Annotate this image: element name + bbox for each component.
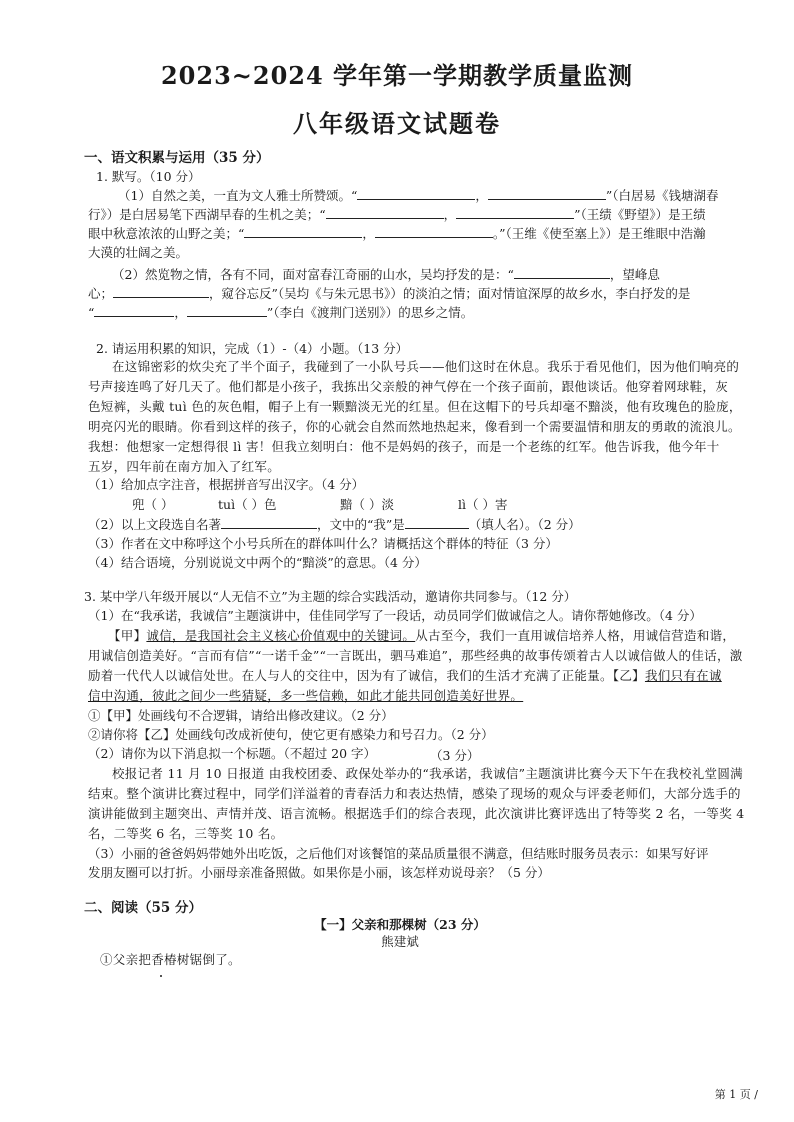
q3-label: 3. 某中学八年级开展以“人无信不立”为主题的综合实践活动，邀请你共同参与。（12 分） [84,589,577,604]
pinyin-item: 黯（ ）淡 [340,497,394,512]
q3-sub2-points: （3 分） [430,748,480,763]
news-line: 结束。整个演讲比赛过程中，同学们洋溢着的青春活力和表达热情，感染了现场的观众与评委老师们，大部分选手的 [88,786,741,801]
article-author: 熊建斌 [381,934,419,949]
q1-line7: “ ， ”（李白《渡荆门送别》）的思乡之情。 [88,305,474,320]
q3-text-line: 信中沟通，彼此之间少一些猜疑，多一些信赖，如此才能共同创造美好世界。 [88,688,524,703]
answer-blank[interactable] [187,304,267,317]
q3-question-2: ②请你将【乙】处画线句改成祈使句，使它更有感染力和号召力。（2 分） [88,727,494,742]
q1-line5: （2）然览物之情，各有不同，面对富春江奇丽的山水，吴均抒发的是：“ ，望峰息 [112,267,660,282]
answer-blank[interactable] [244,225,362,238]
answer-blank[interactable] [221,516,317,529]
q3-text-line: 【甲】诚信，是我国社会主义核心价值观中的关键词。从古至今，我们一直用诚信培养人格，用诚信营造和谐， [108,628,736,643]
q1-line3: 眼中秋意浓浓的山野之美；“ ， 。”（王维《使至塞上》）是王维眼中浩瀚 [88,226,706,241]
q1-label: 1. 默写。（10 分） [96,169,201,184]
q2-sub2: （2）以上文段选自名著 ，文中的“我”是 （填人名）。（2 分） [88,517,581,532]
q3-text-line: 励着一代代人以诚信处世。在人与人的交往中，因为有了诚信，我们的生活才充满了正能量。【乙】我们只有在诚 [88,668,722,683]
q2-passage-line: 我想：他想家一定想得很 lì 害！但我立刻明白：他不是妈妈的孩子，而是一个老练的红军。他告诉我，他今年十 [88,439,720,454]
answer-blank[interactable] [357,187,475,200]
q2-sub4: （4）结合语境，分别说说文中两个的“黯淡”的意思。（4 分） [88,555,427,570]
answer-blank[interactable] [326,206,444,219]
q2-label: 2. 请运用积累的知识，完成（1）-（4）小题。（13 分） [96,341,409,356]
underlined-sentence-jia: 诚信，是我国社会主义核心价值观中的关键词。 [146,628,416,643]
underlined-sentence-yi: 我们只有在诚 [644,668,722,683]
q2-sub3: （3）作者在文中称呼这个小号兵所在的群体叫什么？请概括这个群体的特征（3 分） [88,536,558,551]
answer-blank[interactable] [405,516,469,529]
q1-line1: （1）自然之美，一直为文人雅士所赞颂。“ ， ”（白居易《钱塘湖春 [118,188,719,203]
q3-text-line: 用诚信创造美好。“言而有信”“一诺千金”“一言既出，驷马难追”，那些经典的故事传颂着古人以诚信做人的佳话，激 [88,648,743,663]
q1-line2: 行》）是白居易笔下西湖早春的生机之美；“ ， ”（王绩《野望》）是王绩 [88,207,706,222]
article-title: 【一】父亲和那棵树（23 分） [314,917,486,932]
q3-sub3-line2: 发朋友圈可以打折。小丽母亲准备照做。如果你是小丽，该怎样劝说母亲？（5 分） [88,865,550,880]
q2-passage-line: 明亮闪光的眼睛。你看到这样的孩子，你的心就会自然而然地热起来，像看到一个需要温情和朋友的勇敢的流浪儿。 [88,419,741,434]
page-number: 第 1 页 / [714,1088,758,1101]
q3-sub1: （1）在“我承诺，我诚信”主题演讲中，佳佳同学写了一段话，动员同学们做诚信之人。请你帮她修改。（4 分） [88,608,702,623]
q1-line4: 大漠的壮阔之美。 [88,245,189,260]
q2-passage-line: 号声接连鸣了好几天了。他们都是小孩子，我拣出父亲般的神气停在一个孩子面前，跟他谈话。他穿着网球鞋，灰 [88,379,729,394]
answer-blank[interactable] [488,187,606,200]
article-first-line: ①父亲把香椿树锯倒了。 [100,952,241,967]
q3-sub2: （2）请你为以下消息拟一个标题。（不超过 20 字） [88,746,377,761]
answer-blank[interactable] [94,304,174,317]
q2-passage-line: 在这锦密彩的炊尖充了半个面子，我碰到了一小队号兵——他们这时在休息。我乐于看见他们，因为他们响亮的 [112,359,740,374]
answer-blank[interactable] [456,206,574,219]
answer-blank[interactable] [514,266,610,279]
q2-passage-line: 色短裤，头戴 tuì 色的灰色帽，帽子上有一颗黯淡无光的红星。但在这帽下的号兵却毫不黯淡，他有玫瑰色的脸庞， [88,399,742,414]
answer-blank[interactable] [113,285,209,298]
q2-sub1: （1）给加点字注音，根据拼音写出汉字。（4 分） [88,477,365,492]
q2-passage-line: 五岁，四年前在南方加入了红军。 [88,459,281,474]
news-line: 名，二等奖 6 名，三等奖 10 名。 [88,826,284,841]
exam-title: 2023~2024 学年第一学期教学质量监测 [160,61,634,90]
answer-blank[interactable] [375,225,493,238]
pinyin-item: 兜（ ） [132,497,174,512]
news-line: 演讲能做到主题突出、声情并茂、语言流畅。根据选手们的综合表现，此次演讲比赛评选出了特等奖 2 名，一等奖 4 [88,806,745,821]
part2-heading: 二、阅读（55 分） [84,900,202,916]
pinyin-item: lì（ ）害 [458,497,508,512]
scan-speck [160,975,162,977]
q3-sub3-line1: （3）小丽的爸爸妈妈带她外出吃饭，之后他们对该餐馆的菜品质量很不满意，但结账时服务员表示：如果写好评 [88,846,709,861]
pinyin-item: tuì（ ）色 [218,497,277,512]
news-line: 校报记者 11 月 10 日报道 由我校团委、政保处举办的“我承诺，我诚信”主题演讲比赛今天下午在我校礼堂圆满 [112,766,743,781]
exam-subtitle: 八年级语文试题卷 [293,109,501,138]
q3-question-1: ①【甲】处画线句不合逻辑，请给出修改建议。（2 分） [88,708,394,723]
q1-line6: 心； ，窥谷忘反”（吴均《与朱元思书》）的淡泊之情；面对情谊深厚的故乡水，李白抒发的是 [88,286,691,301]
part1-heading: 一、语文积累与运用（35 分） [84,150,270,166]
